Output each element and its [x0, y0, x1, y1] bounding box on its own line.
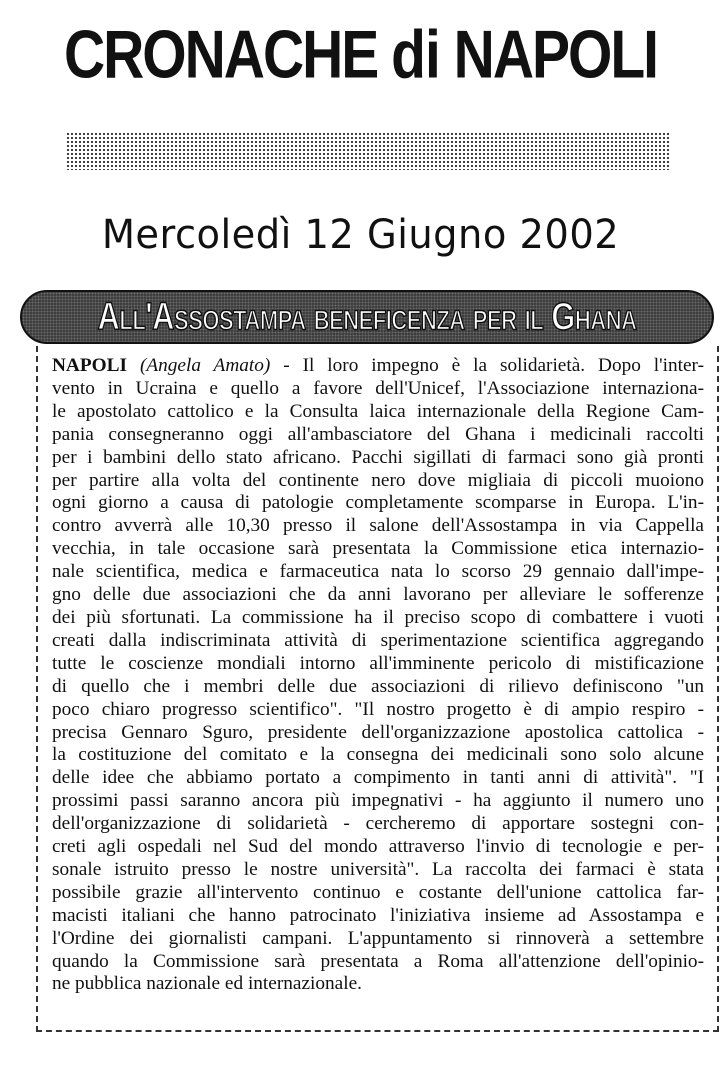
article-line: per i bambini dello stato africano. Pacchi sigillati di farmaci sono già pronti — [52, 446, 704, 468]
article-line: possibile grazie all'intervento continuo e costante dell'unione cattolica far- — [52, 881, 704, 903]
article-line: di quello che i membri delle due associazioni di rilievo definiscono "un — [52, 675, 704, 697]
article-line — [52, 355, 704, 378]
article-line: ogni giorno a causa di patologie completamente scomparse in Europa. L'in- — [52, 492, 704, 514]
article-line: dei più sfortunati. La commissione ha il preciso scopo di combattere i vuoti — [52, 606, 704, 628]
article-headline: All'Assostampa beneficenza per il Ghana — [97, 294, 637, 339]
article-line: vento in Ucraina e quello a favore dell'Unicef, l'Associazione internaziona- — [52, 377, 704, 399]
article-line: prossimi passi saranno ancora più impegnativi - ha aggiunto il numero uno — [52, 790, 704, 812]
article-line: quando la Commissione sarà presentata a Roma all'attenzione dell'opinio- — [52, 950, 704, 972]
article-line: l'Ordine dei giornalisti campani. L'appuntamento si rinnoverà a settembre — [52, 927, 704, 949]
article-dateline: NAPOLI — [52, 355, 127, 376]
article-line: dell'organizzazione di solidarietà - cercheremo di apportare sostegni con- — [52, 813, 704, 835]
article-line: le apostolato cattolico e la Consulta laica internazionale della Regione Cam- — [52, 400, 704, 422]
article-line: creti agli ospedali nel Sud del mondo attraverso l'invio di tecnologie e per- — [52, 836, 704, 858]
issue-date: Mercoledì 12 Giugno 2002 — [101, 212, 620, 258]
article-line: nale scientifica, medica e farmaceutica nata lo scorso 29 gennaio dall'impe- — [52, 561, 704, 583]
article-line: precisa Gennaro Sguro, presidente dell'organizzazione apostolica cattolica - — [52, 721, 704, 743]
masthead-word-di: di — [391, 17, 440, 93]
article-line: contro avverrà alle 10,30 presso il salone dell'Assostampa in via Cappella — [52, 515, 704, 537]
article-line: la costituzione del comitato e la consegna dei medicinali sono solo alcune — [52, 744, 704, 766]
article-line: per partire alla volta del continente nero dove migliaia di piccoli muoiono — [52, 469, 704, 491]
article-line: gno delle due associazioni che da anni lavorano per alleviare le sofferenze — [52, 584, 704, 606]
article-line: poco chiaro progresso scientifico". "Il nostro progetto è di ampio respiro - — [52, 698, 704, 720]
article-line-text: - Il loro impegno è la solidarietà. Dopo l'inter- — [270, 355, 704, 376]
masthead-word-napoli: NAPOLI — [453, 17, 658, 93]
article-author: (Angela Amato) — [139, 355, 271, 376]
article-line: sonale istruito presso le nostre università". La raccolta dei farmaci è stata — [52, 858, 704, 880]
article-line: creati dalla indiscriminata attività di sperimentazione scientifica aggregando — [52, 629, 704, 651]
article-line: pania consegneranno oggi all'ambasciatore del Ghana i medicinali raccolti — [52, 423, 704, 445]
article-body — [52, 355, 704, 996]
article-line: delle idee che abbiamo portato a compimento in tanti anni di attività". "I — [52, 767, 704, 789]
halftone-band — [66, 132, 670, 170]
newspaper-masthead — [0, 17, 721, 93]
article-line: ne pubblica nazionale ed internazionale. — [52, 973, 362, 995]
masthead-word-cronache: CRONACHE — [63, 17, 378, 93]
article-line: macisti italiani che hanno patrocinato l'iniziativa insieme ad Assostampa e — [52, 904, 704, 926]
headline-banner — [20, 290, 714, 344]
article-line: tutte le coscienze mondiali intorno all'imminente pericolo di mistificazione — [52, 652, 704, 674]
article-line: vecchia, in tale occasione sarà presentata la Commissione etica internazio- — [52, 538, 704, 560]
